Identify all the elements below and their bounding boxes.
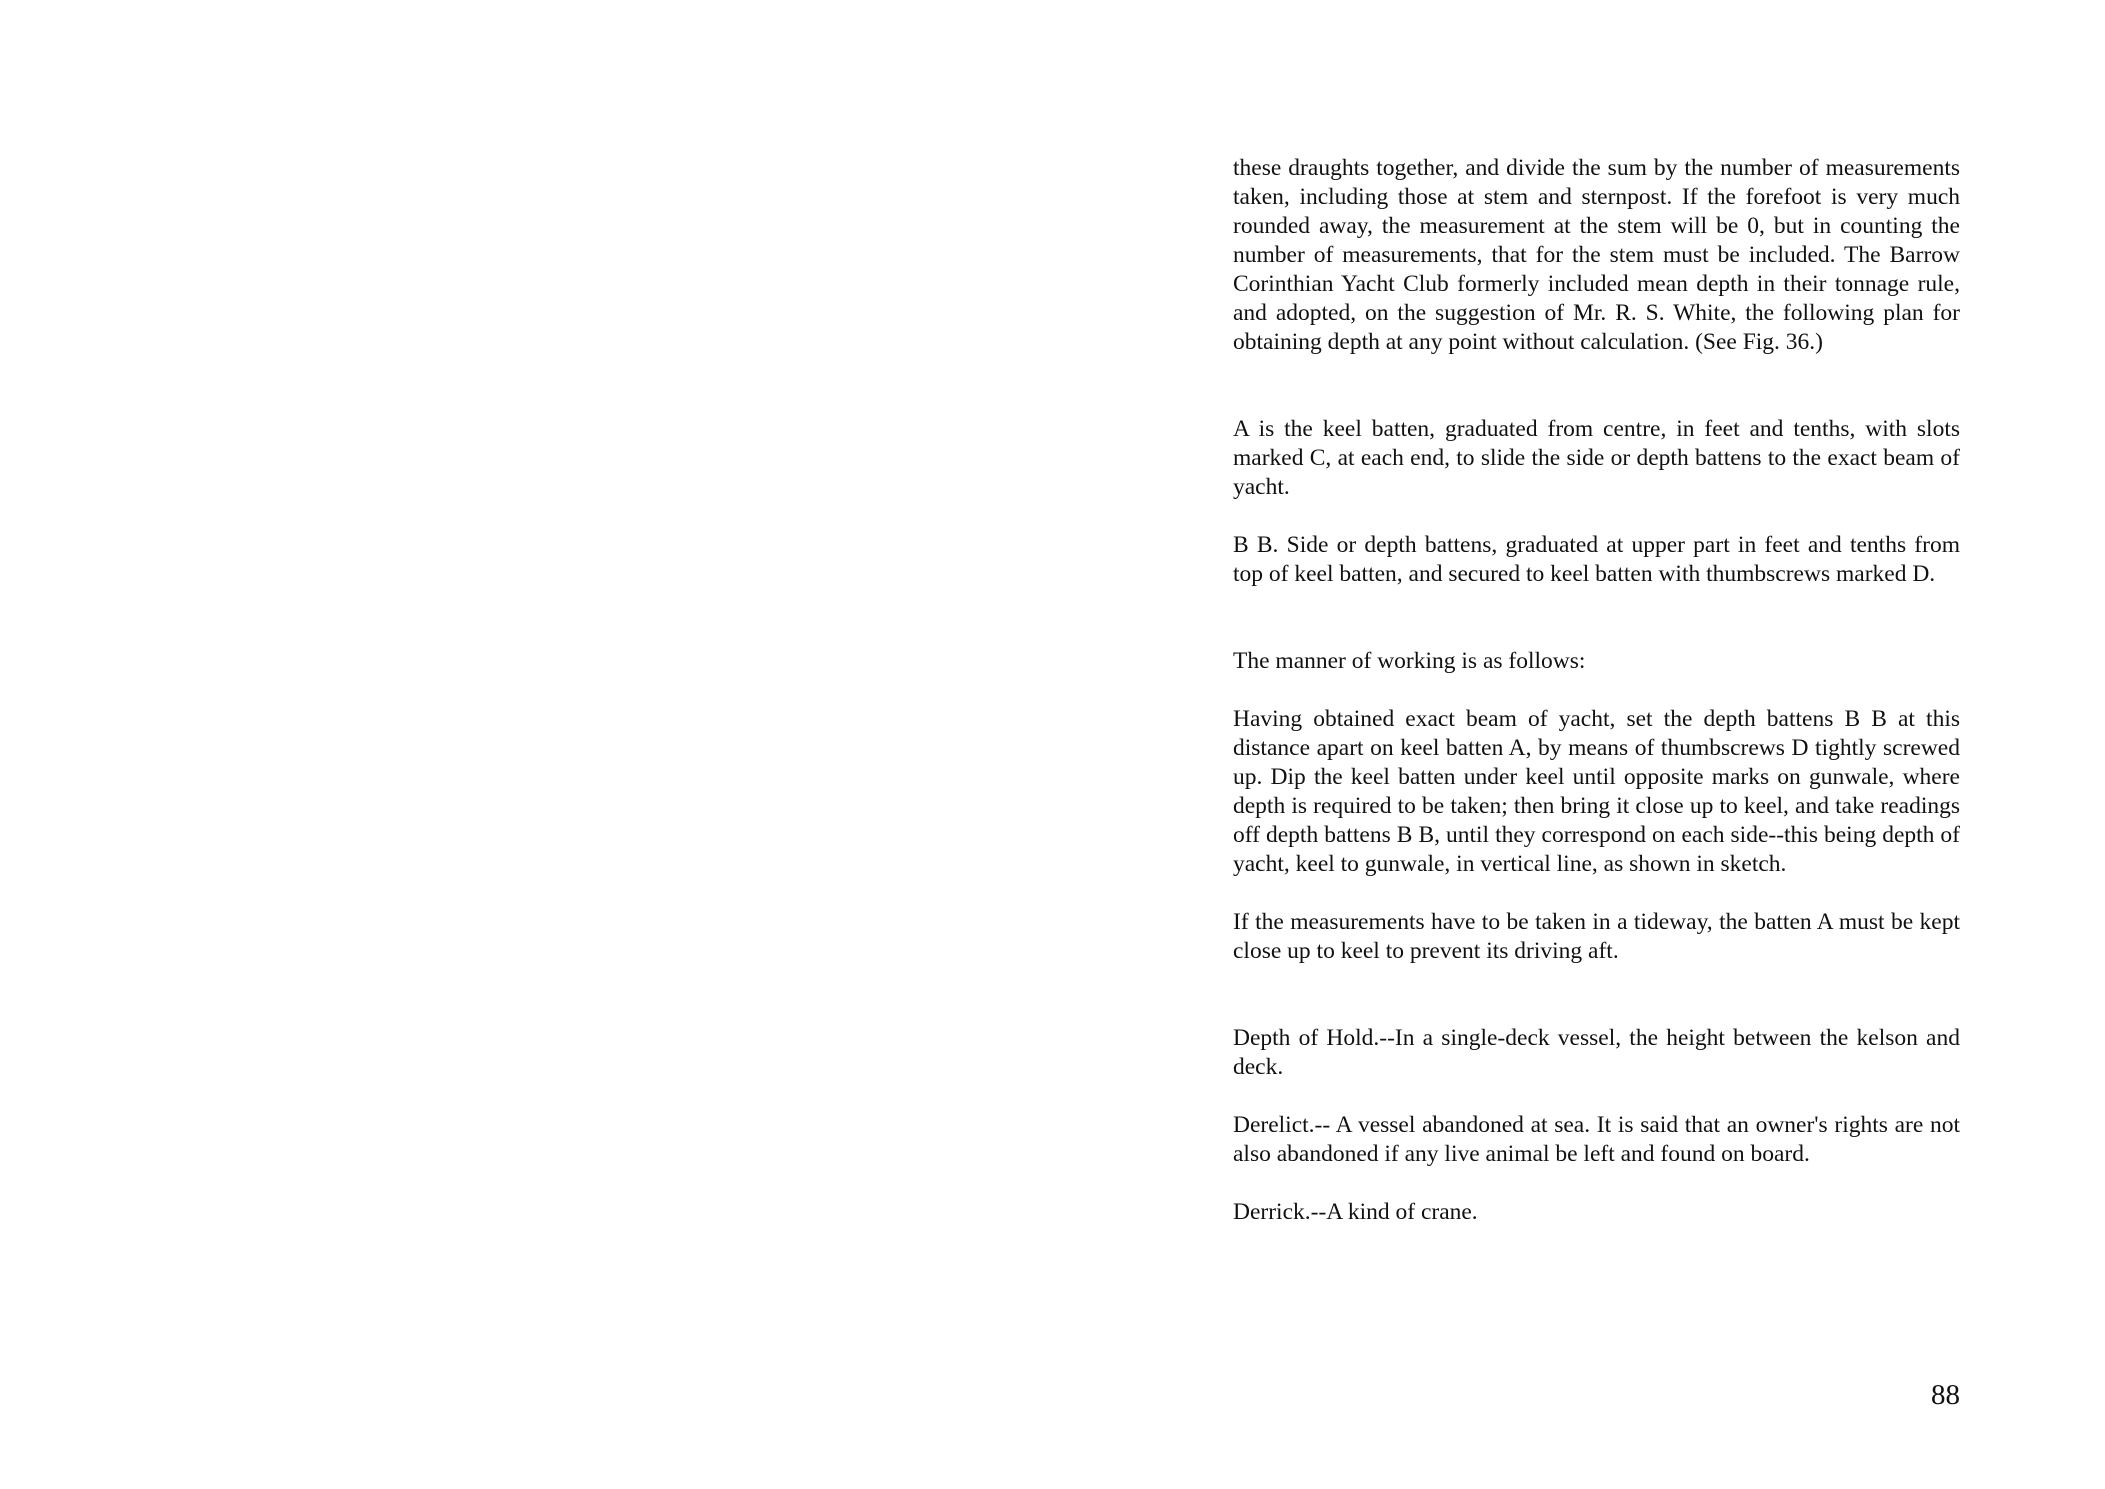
page-number: 88 bbox=[1931, 1379, 1960, 1411]
entry-derrick: Derrick.--A kind of crane. bbox=[1233, 1199, 1478, 1225]
entry-depth-of-hold: Depth of Hold.--In a single-deck vessel, the height between the kelson and deck. bbox=[1233, 1025, 1960, 1080]
paragraph-spacer bbox=[1233, 357, 1960, 415]
paragraph-spacer bbox=[1233, 966, 1960, 1024]
paragraph-spacer bbox=[1233, 589, 1960, 647]
paragraph-draughts: these draughts together, and divide the sum by the number of measurements taken, including those at stem and sternpost. If the forefoot is very much rounded away, the measurement at the stem will be 0, but in counting the number of measurements, that for the stem must be included. The Barrow Corinthian Yacht Club formerly included mean depth in their tonnage rule, and adopted, on the suggestion of Mr. R. S. White, the following plan for obtaining depth at any point without calculation. (See Fig. 36.) bbox=[1233, 155, 1960, 355]
paragraph-spacer bbox=[1233, 1082, 1960, 1111]
page-body-text bbox=[1233, 154, 1960, 1227]
paragraph-tideway: If the measurements have to be taken in a tideway, the batten A must be kept close up to keel to prevent its driving aft. bbox=[1233, 909, 1960, 964]
paragraph-depth-battens: B B. Side or depth battens, graduated at upper part in feet and tenths from top of keel batten, and secured to keel batten with thumbscrews marked D. bbox=[1233, 532, 1960, 587]
paragraph-spacer bbox=[1233, 879, 1960, 908]
paragraph-spacer bbox=[1233, 1169, 1960, 1198]
paragraph-manner-of-working: The manner of working is as follows: bbox=[1233, 648, 1586, 674]
paragraph-spacer bbox=[1233, 502, 1960, 531]
paragraph-keel-batten: A is the keel batten, graduated from centre, in feet and tenths, with slots marked C, at each end, to slide the side or depth battens to the exact beam of yacht. bbox=[1233, 416, 1960, 500]
entry-derelict: Derelict.-- A vessel abandoned at sea. It is said that an owner's rights are not also abandoned if any live animal be left and found on board. bbox=[1233, 1112, 1960, 1167]
left-page-blank bbox=[0, 0, 1052, 1489]
paragraph-spacer bbox=[1233, 676, 1960, 705]
paragraph-procedure: Having obtained exact beam of yacht, set the depth battens B B at this distance apart on keel batten A, by means of thumbscrews D tightly screwed up. Dip the keel batten under keel until opposite marks on gunwale, where depth is required to be taken; then bring it close up to keel, and take readings off depth battens B B, until they correspond on each side--this being depth of yacht, keel to gunwale, in vertical line, as shown in sketch. bbox=[1233, 706, 1960, 877]
